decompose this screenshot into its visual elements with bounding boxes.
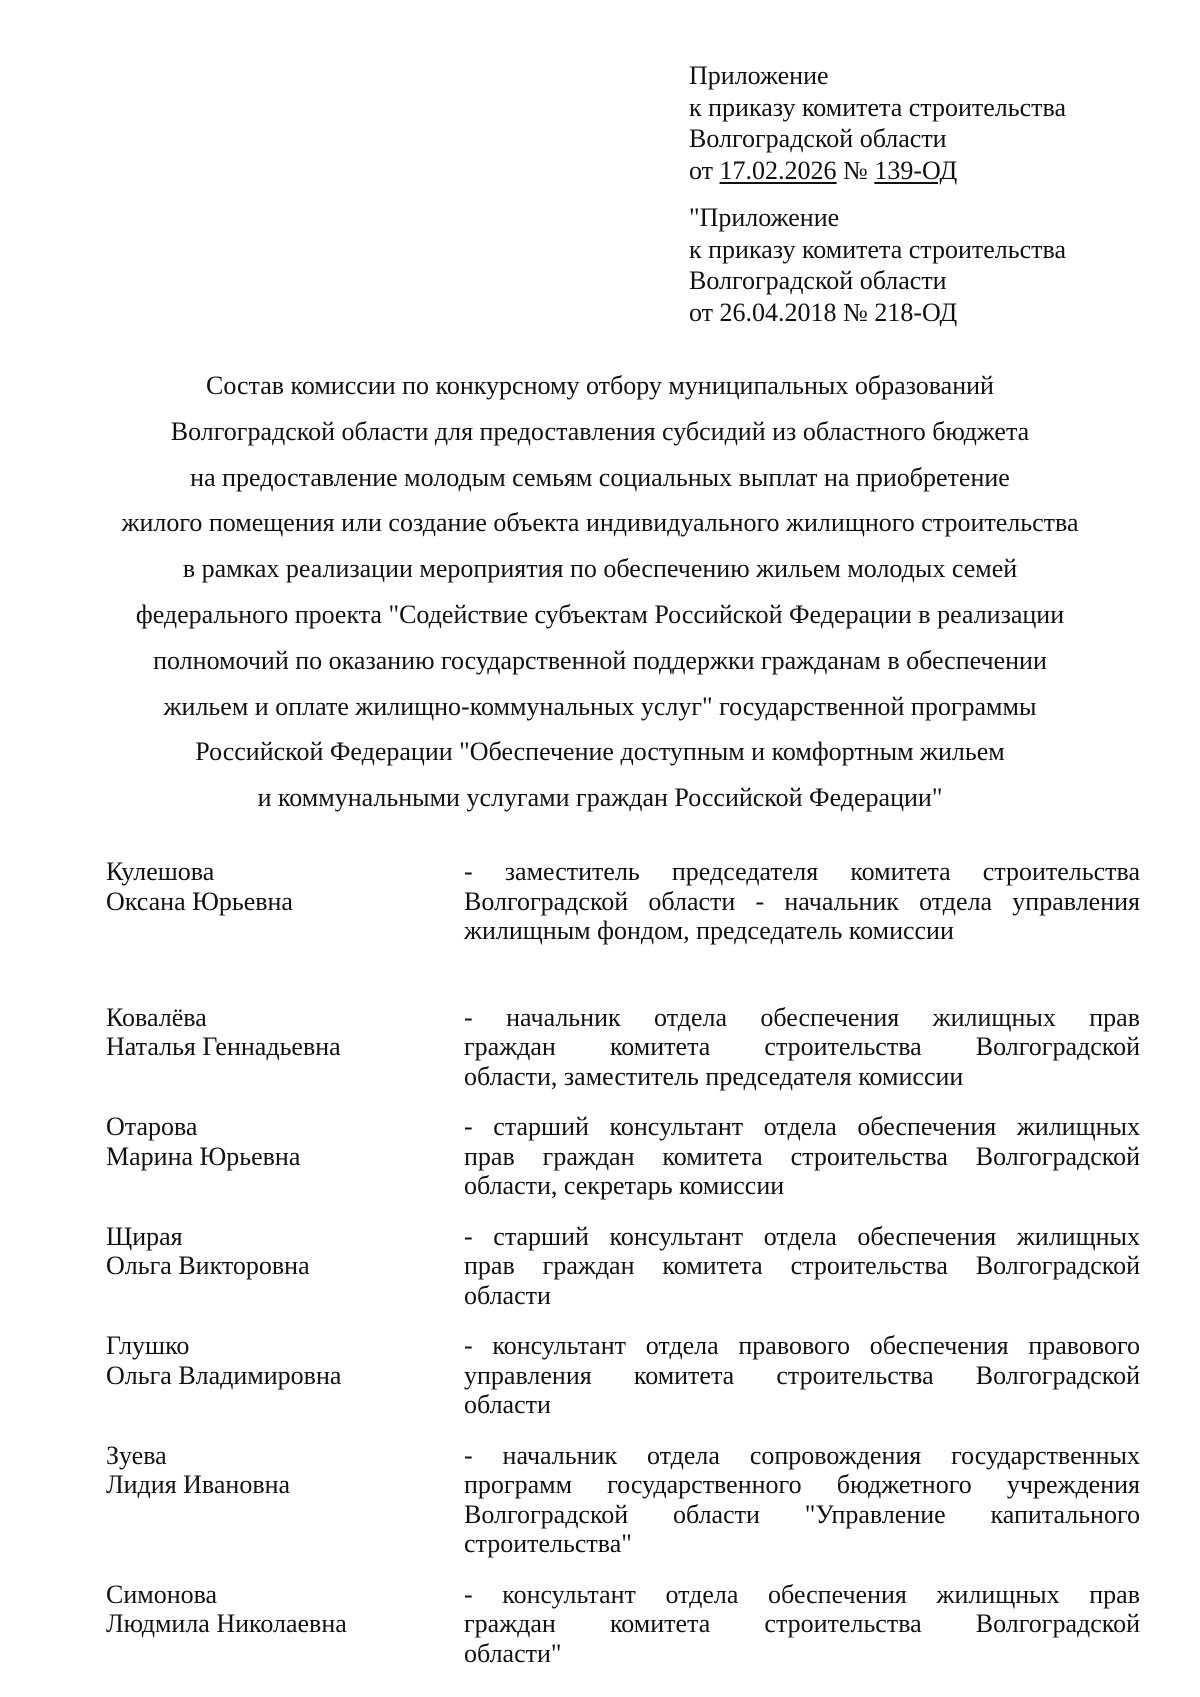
role-line: граждан комитета строительства Волгоградской	[464, 1609, 1140, 1638]
member-otarova	[106, 1112, 1140, 1201]
role-line: области, заместитель председателя комиссии	[464, 1061, 964, 1091]
member-shchiraya	[106, 1222, 1140, 1311]
member-role	[464, 857, 1140, 946]
role-line: Волгоградской области "Управление капитального	[464, 1499, 1140, 1529]
member-surname: Отарова	[106, 1112, 198, 1141]
role-line: прав граждан комитета строительства Волгоградской	[464, 1251, 1140, 1280]
member-role	[464, 1222, 1140, 1311]
role-line: - старший консультант отдела обеспечения жилищных	[464, 1221, 1140, 1251]
member-surname: Щирая	[106, 1221, 183, 1251]
prev-order-date-number: от 26.04.2018 № 218-ОД	[689, 297, 958, 327]
role-line: жилищным фондом, председатель комиссии	[464, 916, 954, 945]
member-kovaleva	[106, 1003, 1140, 1092]
member-given-name: Наталья Геннадьевна	[106, 1032, 341, 1061]
role-line: области	[464, 1280, 551, 1310]
member-role	[464, 1003, 1140, 1092]
member-surname: Кулешова	[106, 857, 215, 886]
role-line: граждан комитета строительства Волгоградской	[464, 1032, 1140, 1061]
member-simonova	[106, 1580, 1140, 1669]
title-line: Волгоградской области для предоставления субсидий из областного бюджета	[170, 416, 1030, 446]
document-title	[60, 363, 1140, 821]
member-given-name: Ольга Владимировна	[106, 1360, 342, 1390]
title-line: в рамках реализации мероприятия по обеспечению жильем молодых семей	[182, 554, 1018, 584]
title-line: и коммунальными услугами граждан Российской Федерации"	[257, 783, 943, 813]
prev-appendix-label: "Приложение	[689, 203, 840, 232]
member-zueva	[106, 1441, 1140, 1559]
member-name	[106, 1441, 446, 1500]
role-line: - заместитель председателя комитета строительства	[464, 857, 1140, 886]
title-line: жилого помещения или создание объекта индивидуального жилищного строительства	[121, 508, 1079, 538]
member-name	[106, 1112, 446, 1171]
member-surname: Ковалёва	[106, 1002, 207, 1032]
member-role	[464, 1580, 1140, 1669]
prev-region-name: Волгоградской области	[689, 266, 947, 295]
member-given-name: Марина Юрьевна	[106, 1141, 301, 1171]
role-line: области	[464, 1390, 551, 1419]
prev-order-reference: к приказу комитета строительства	[689, 234, 1067, 264]
member-name	[106, 857, 446, 916]
title-line: Состав комиссии по конкурсному отбору муниципальных образований	[206, 371, 994, 400]
member-name	[106, 1222, 446, 1281]
member-name	[106, 1331, 446, 1390]
member-glushko	[106, 1331, 1140, 1420]
role-line: - консультант отдела правового обеспечения правового	[464, 1331, 1140, 1360]
member-role	[464, 1441, 1140, 1559]
title-line: жильем и оплате жилищно-коммунальных услуг" государственной программы	[163, 691, 1037, 721]
member-given-name: Оксана Юрьевна	[106, 886, 293, 916]
order-date: 17.02.2026	[719, 155, 837, 185]
title-line: полномочий по оказанию государственной поддержки гражданам в обеспечении	[153, 645, 1047, 675]
role-line: - старший консультант отдела обеспечения жилищных	[464, 1112, 1140, 1141]
role-line: управления комитета строительства Волгоградской	[464, 1360, 1140, 1390]
appendix-label: Приложение	[689, 61, 829, 90]
role-line: - начальник отдела обеспечения жилищных прав	[464, 1002, 1140, 1032]
appendix-header-current	[689, 60, 1169, 186]
member-name	[106, 1580, 446, 1639]
member-role	[464, 1331, 1140, 1420]
title-line: на предоставление молодым семьям социальных выплат на приобретение	[190, 462, 1010, 492]
member-given-name: Людмила Николаевна	[106, 1609, 347, 1638]
region-name: Волгоградской области	[689, 124, 947, 153]
member-surname: Симонова	[106, 1579, 218, 1609]
role-line: программ государственного бюджетного учреждения	[464, 1470, 1140, 1499]
appendix-header-previous	[689, 202, 1169, 328]
member-given-name: Ольга Викторовна	[106, 1251, 310, 1280]
role-line: строительства"	[464, 1529, 632, 1558]
order-reference: к приказу комитета строительства	[689, 92, 1067, 122]
role-line: Волгоградской области - начальник отдела управления	[464, 886, 1140, 916]
member-given-name: Лидия Ивановна	[106, 1470, 291, 1499]
member-name	[106, 1003, 446, 1062]
member-surname: Глушко	[106, 1331, 190, 1360]
member-kuleshova	[106, 857, 1140, 946]
title-line: Российской Федерации "Обеспечение доступным и комфортным жильем	[195, 737, 1005, 767]
member-role	[464, 1112, 1140, 1201]
member-surname: Зуева	[106, 1440, 167, 1470]
role-line: области"	[464, 1638, 562, 1668]
title-line: федерального проекта "Содействие субъектам Российской Федерации в реализации	[135, 599, 1065, 629]
role-line: прав граждан комитета строительства Волгоградской	[464, 1141, 1140, 1171]
order-date-number: от 17.02.2026 № 139-ОД	[689, 155, 958, 185]
role-line: области, секретарь комиссии	[464, 1171, 785, 1200]
order-number: 139-ОД	[874, 155, 958, 185]
role-line: - начальник отдела сопровождения государственных	[464, 1440, 1140, 1470]
role-line: - консультант отдела обеспечения жилищных прав	[464, 1579, 1140, 1609]
commission-members-list	[106, 857, 1140, 1668]
